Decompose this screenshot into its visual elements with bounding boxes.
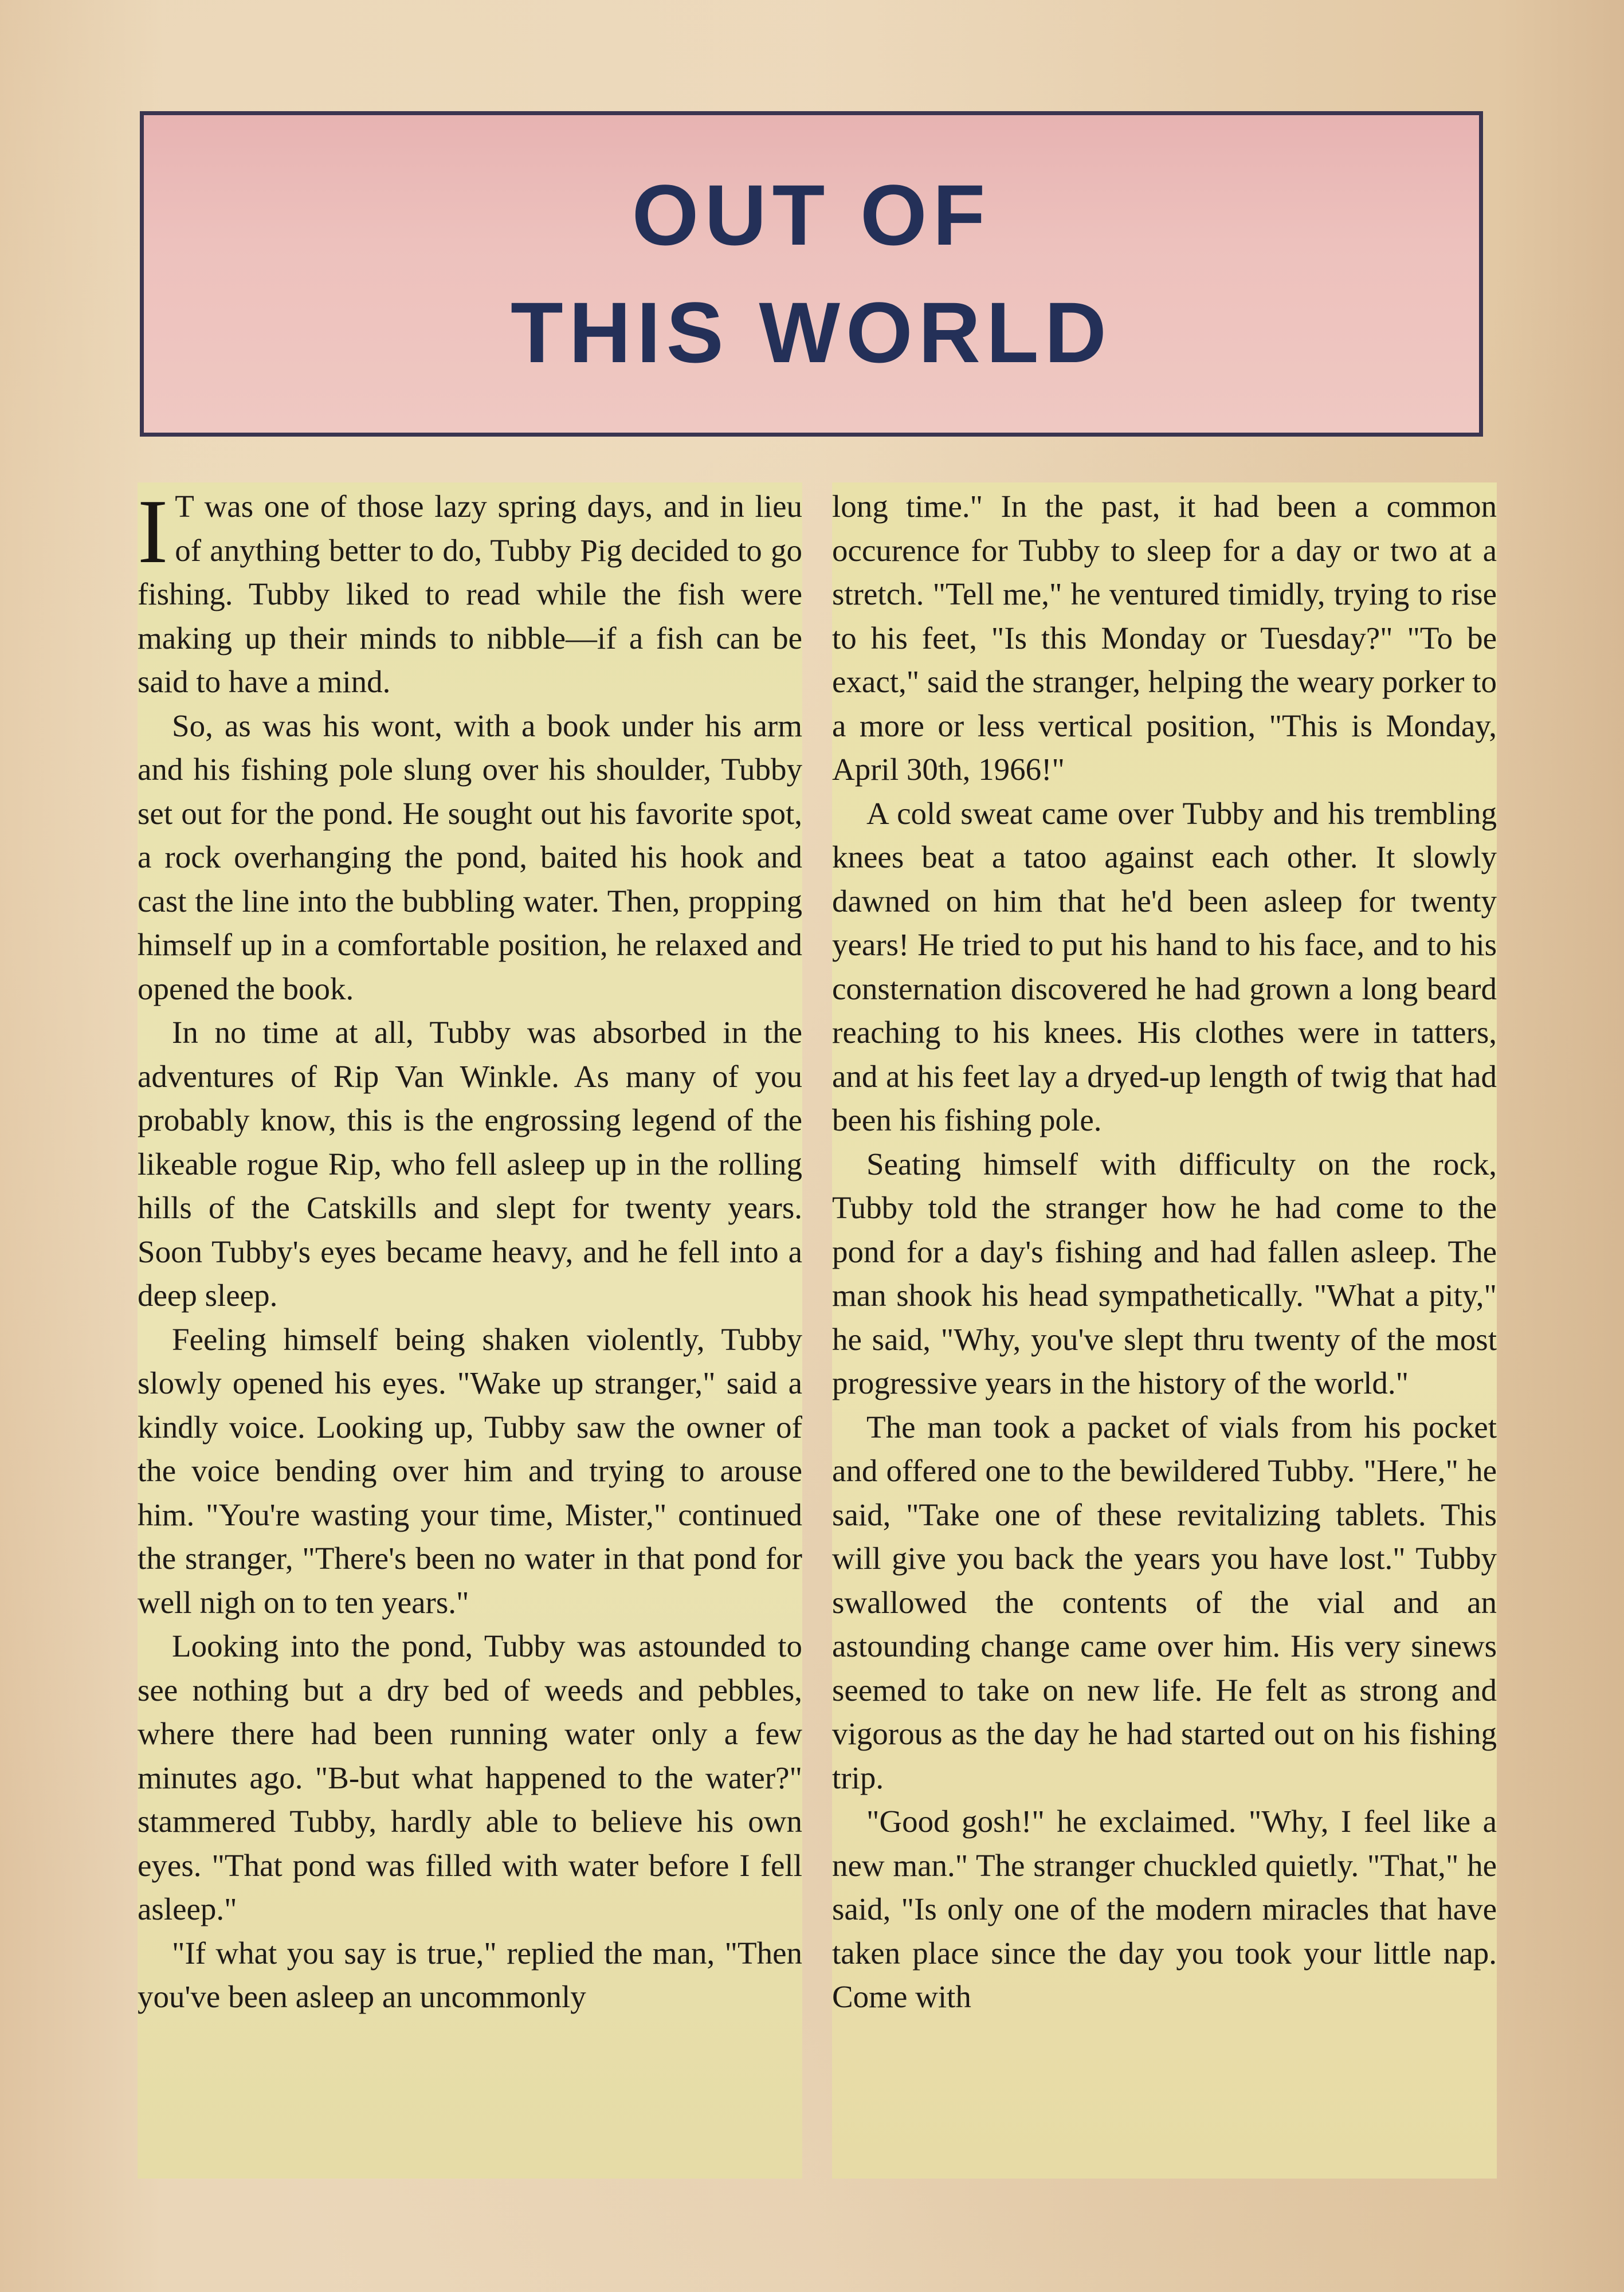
title-line-1: OUT OF	[631, 167, 991, 263]
story-paragraph: Seating himself with difficulty on the rock, Tubby told the stranger how he had come to the pond for a day's fishing and had fallen asleep. The man shook his head sympathetically. "What a pity," he said, "Why, you've slept thru twenty of the most progressive years in the history of the world."	[832, 1146, 1497, 1400]
story-column-left	[138, 482, 802, 2179]
story-paragraph: "If what you say is true," replied the man, "Then you've been asleep an uncommonly	[138, 1935, 802, 2014]
story-paragraph: A cold sweat came over Tubby and his trembling knees beat a tatoo against each other. It slowly dawned on him that he'd been asleep for twenty years! He tried to put his hand to his face, and to his consternation discovered he had grown a long beard reaching to his knees. His clothes were in tatters, and at his feet lay a dryed-up length of twig that had been his fishing pole.	[832, 795, 1497, 1137]
story-paragraph: Feeling himself being shaken violently, Tubby slowly opened his eyes. "Wake up stranger," said a kindly voice. Looking up, Tubby saw the owner of the voice bending over him and trying to arouse him. "You're wasting your time, Mister," continued the stranger, "There's been no water in that pond for well nigh on to ten years."	[138, 1321, 802, 1620]
title-line-2: THIS WORLD	[511, 284, 1112, 380]
story-paragraph: So, as was his wont, with a book under his arm and his fishing pole slung over his shoulder, Tubby set out for the pond. He sought out his favorite spot, a rock overhanging the pond, baited his hook and cast the line into the bubbling water. Then, propping himself up in a comfortable position, he relaxed and opened the book.	[138, 708, 802, 1006]
story-paragraph	[138, 482, 802, 704]
story-paragraph: The man took a packet of vials from his pocket and offered one to the bewildered Tubby. "Here," he said, "Take one of these revitalizing tablets. This will give you back the years you have lost." Tubby swallowed the contents of the vial and an astounding change came over him. His very sinews seemed to take on new life. He felt as strong and vigorous as the day he had started out on his fishing trip.	[832, 1409, 1497, 1795]
title-banner	[140, 111, 1483, 437]
drop-cap: I	[138, 482, 168, 582]
story-column-right	[832, 482, 1497, 2179]
story-paragraph: Looking into the pond, Tubby was astounded to see nothing but a dry bed of weeds and pebbles, where there had been running water only a few minutes ago. "B-but what happened to the water?" stammered Tubby, hardly able to believe his own eyes. "That pond was filled with water before I fell asleep."	[138, 1628, 802, 1926]
story-paragraph: long time." In the past, it had been a common occurence for Tubby to sleep for a day or two at a stretch. "Tell me," he ventured timidly, trying to rise to his feet, "Is this Monday or Tuesday?" "To be exact," said the stranger, helping the weary porker to a more or less vertical position, "This is Monday, April 30th, 1966!"	[832, 489, 1497, 787]
paragraph-text: T was one of those lazy spring days, and in lieu of anything better to do, Tubby Pig decided to go fishing. Tubby liked to read while the fish were making up their minds to nibble—if a fish can be said to have a mind.	[138, 489, 802, 699]
story-paragraph: In no time at all, Tubby was absorbed in the adventures of Rip Van Winkle. As many of you probably know, this is the engrossing legend of the likeable rogue Rip, who fell asleep up in the rolling hills of the Catskills and slept for twenty years. Soon Tubby's eyes became heavy, and he fell into a deep sleep.	[138, 1015, 802, 1313]
story-paragraph: "Good gosh!" he exclaimed. "Why, I feel like a new man." The stranger chuckled quietly. "That," he said, "Is only one of the modern miracles that have taken place since the day you took your little nap. Come with	[832, 1804, 1497, 2014]
